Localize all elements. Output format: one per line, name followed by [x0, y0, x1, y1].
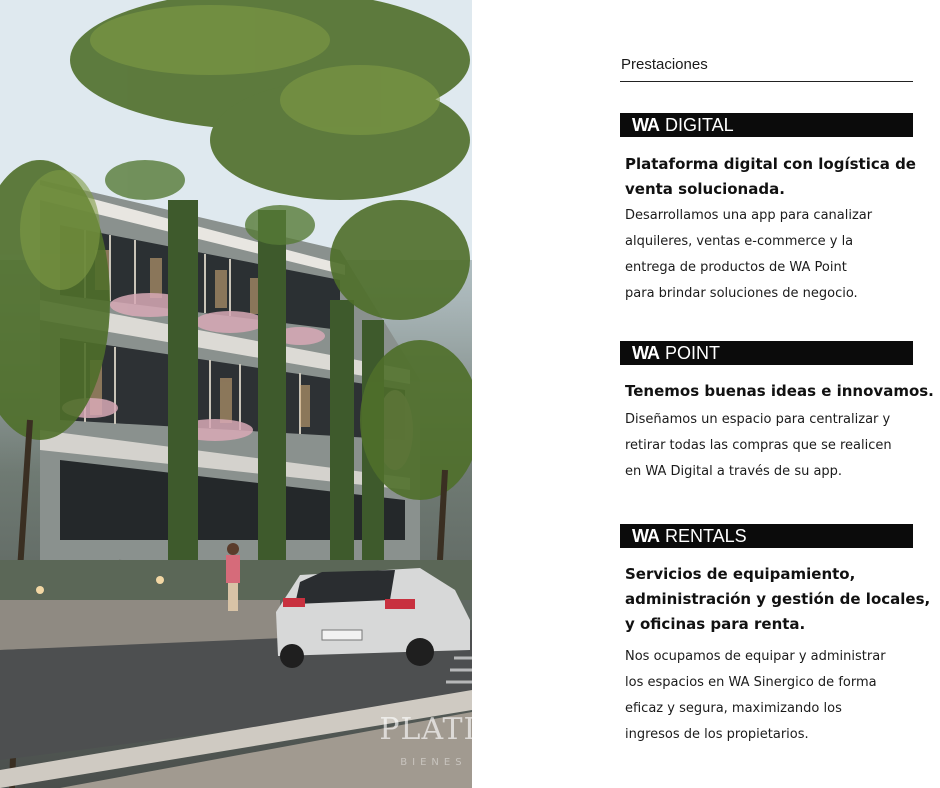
lead-line: Plataforma digital con logística de: [625, 155, 916, 173]
service-body-rentals: [625, 644, 925, 748]
service-name: DIGITAL: [665, 115, 734, 135]
lead-line: administración y gestión de locales,: [625, 590, 931, 608]
service-body-digital: [625, 203, 925, 307]
service-bar-rentals: [620, 524, 913, 548]
body-line: Diseñamos un espacio para centralizar y: [625, 412, 891, 427]
service-bar-digital: [620, 113, 913, 137]
lead-line: y oficinas para renta.: [625, 615, 806, 633]
service-lead-point: [625, 379, 934, 404]
body-line: alquileres, ventas e-commerce y la: [625, 234, 854, 249]
service-body-point: [625, 407, 925, 485]
body-line: para brindar soluciones de negocio.: [625, 286, 858, 301]
body-line: en WA Digital a través de su app.: [625, 464, 843, 479]
body-line: Nos ocupamos de equipar y administrar: [625, 649, 886, 664]
service-name: RENTALS: [665, 526, 747, 546]
watermark-word: PLATINUM: [379, 712, 562, 747]
service-name: POINT: [665, 343, 721, 363]
body-line: entrega de productos de WA Point: [625, 260, 847, 275]
service-lead-rentals: [625, 562, 931, 637]
lead-line: Servicios de equipamiento,: [625, 565, 856, 583]
body-line: ingresos de los propietarios.: [625, 727, 809, 742]
lead-line: Tenemos buenas ideas e innovamos.: [625, 382, 934, 400]
body-line: Desarrollamos una app para canalizar: [625, 208, 873, 223]
wa-logo: WA: [632, 115, 659, 135]
platinum-watermark: [378, 652, 563, 782]
section-title: Prestaciones: [621, 56, 708, 73]
body-line: eficaz y segura, maximizando los: [625, 701, 842, 716]
lead-line: venta solucionada.: [625, 180, 785, 198]
wa-logo: WA: [632, 343, 659, 363]
service-bar-point: [620, 341, 913, 365]
section-divider: [620, 81, 913, 82]
watermark-subtitle: BIENES RAICES: [400, 757, 541, 768]
platinum-logo-icon: [446, 652, 498, 704]
body-line: retirar todas las compras que se realicen: [625, 438, 892, 453]
service-lead-digital: [625, 152, 925, 202]
wa-logo: WA: [632, 526, 659, 546]
body-line: los espacios en WA Sinergico de forma: [625, 675, 877, 690]
